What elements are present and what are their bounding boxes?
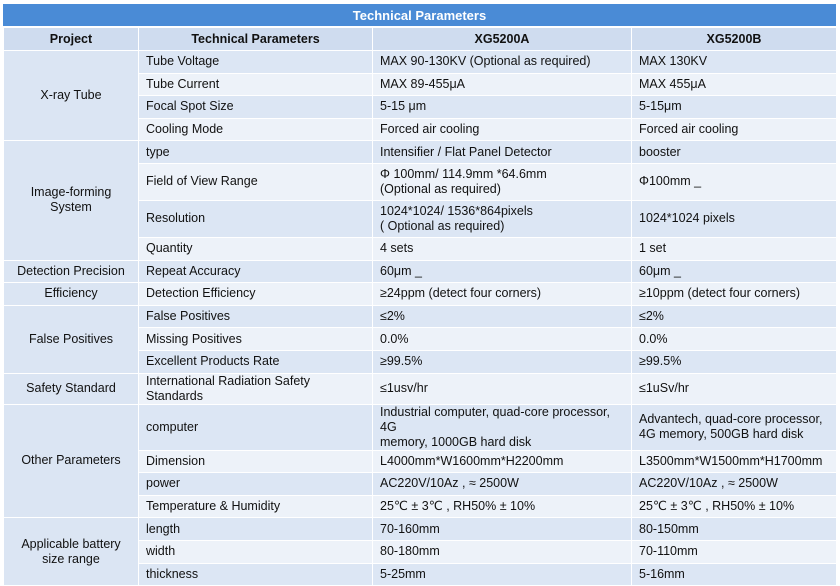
project-label-line: Other Parameters: [21, 453, 121, 468]
model-a-value-cell: [373, 518, 632, 541]
model-a-value-cell: [373, 373, 632, 404]
project-label-line: Detection Precision: [17, 263, 125, 278]
parameter-name-cell: Resolution: [139, 200, 373, 237]
project-cell: [4, 141, 139, 260]
value-line: 1 set: [639, 241, 667, 256]
value-line: ≥10ppm (detect four corners): [639, 286, 801, 301]
model-b-value-cell: [632, 141, 837, 164]
value-line: ( Optional as required): [380, 218, 505, 233]
value-line: 5-16mm: [639, 566, 685, 581]
value-line: MAX 130KV: [639, 54, 708, 69]
project-label-line: False Positives: [28, 331, 114, 346]
model-a-value-cell: [373, 450, 632, 473]
project-label-line: X-ray Tube: [40, 88, 102, 103]
model-b-value-cell: [632, 350, 837, 373]
project-cell: [4, 260, 139, 283]
parameter-name-cell: Quantity: [139, 237, 373, 260]
value-line: 60μm _: [639, 263, 681, 278]
value-line: 60μm _: [380, 263, 422, 278]
model-b-value-cell: [632, 200, 837, 237]
value-line: ≥24ppm (detect four corners): [380, 286, 542, 301]
value-line: AC220V/10Az , ≈ 2500W: [380, 476, 519, 491]
header-project: Project: [4, 28, 139, 51]
model-a-value-cell: [373, 200, 632, 237]
model-b-value-cell: [632, 563, 837, 586]
value-line: ≤2%: [380, 309, 405, 324]
value-line: Φ 100mm/ 114.9mm *64.6mm: [380, 166, 547, 181]
header-parameters: Technical Parameters: [139, 28, 373, 51]
value-line: 80-180mm: [380, 544, 440, 559]
model-b-value-cell: [632, 163, 837, 200]
header-model-b: XG5200B: [632, 28, 837, 51]
value-line: Φ100mm _: [639, 174, 702, 189]
value-line: 1024*1024/ 1536*864pixels: [380, 203, 533, 218]
project-label-line: Applicable battery: [21, 536, 121, 551]
model-b-value-cell: [632, 518, 837, 541]
value-line: 25℃ ± 3℃ , RH50% ± 10%: [639, 499, 795, 514]
project-cell: [4, 51, 139, 141]
value-line: ≤2%: [639, 309, 664, 324]
model-a-value-cell: [373, 96, 632, 119]
parameter-name-cell: Tube Current: [139, 73, 373, 96]
value-line: 4G memory, 500GB hard disk: [639, 427, 804, 442]
table-row: [4, 373, 837, 404]
parameter-name-cell: type: [139, 141, 373, 164]
table-row: [4, 260, 837, 283]
value-line: 80-150mm: [639, 521, 699, 536]
model-b-value-cell: [632, 260, 837, 283]
parameter-name-cell: Focal Spot Size: [139, 96, 373, 119]
project-cell: [4, 404, 139, 518]
value-line: ≥99.5%: [639, 354, 682, 369]
model-b-value-cell: [632, 305, 837, 328]
value-line: AC220V/10Az , ≈ 2500W: [639, 476, 778, 491]
model-a-value-cell: [373, 237, 632, 260]
model-b-value-cell: [632, 118, 837, 141]
parameter-name-cell: Cooling Mode: [139, 118, 373, 141]
value-line: Forced air cooling: [639, 122, 739, 137]
project-cell: [4, 518, 139, 586]
model-a-value-cell: [373, 563, 632, 586]
project-label-line: Safety Standard: [26, 381, 116, 396]
header-model-a: XG5200A: [373, 28, 632, 51]
value-line: 5-15μm: [639, 99, 682, 114]
project-cell: [4, 305, 139, 373]
parameter-name-cell: computer: [139, 404, 373, 450]
model-a-value-cell: [373, 163, 632, 200]
value-line: booster: [639, 144, 681, 159]
value-line: 5-25mm: [380, 566, 426, 581]
model-b-value-cell: [632, 404, 837, 450]
parameter-name-cell: power: [139, 473, 373, 496]
value-line: (Optional as required): [380, 181, 501, 196]
model-a-value-cell: [373, 540, 632, 563]
value-line: 70-160mm: [380, 521, 440, 536]
model-a-value-cell: [373, 328, 632, 351]
value-line: MAX 89-455μA: [380, 76, 466, 91]
model-b-value-cell: [632, 96, 837, 119]
model-b-value-cell: [632, 450, 837, 473]
table-row: [4, 305, 837, 328]
value-line: 5-15 μm: [380, 99, 427, 114]
model-a-value-cell: [373, 73, 632, 96]
model-b-value-cell: [632, 373, 837, 404]
value-line: ≥99.5%: [380, 354, 423, 369]
model-b-value-cell: [632, 51, 837, 74]
model-a-value-cell: [373, 305, 632, 328]
parameter-name-cell: Tube Voltage: [139, 51, 373, 74]
table-row: [4, 404, 837, 450]
model-a-value-cell: [373, 141, 632, 164]
model-a-value-cell: [373, 495, 632, 518]
value-line: ≤1uSv/hr: [639, 381, 689, 396]
model-a-value-cell: [373, 118, 632, 141]
value-line: 25℃ ± 3℃ , RH50% ± 10%: [380, 499, 536, 514]
model-a-value-cell: [373, 51, 632, 74]
model-b-value-cell: [632, 540, 837, 563]
project-label-line: Image-forming: [30, 185, 112, 200]
model-a-value-cell: [373, 260, 632, 283]
project-cell: [4, 283, 139, 306]
parameter-name-cell: Dimension: [139, 450, 373, 473]
value-line: 70-110mm: [639, 544, 698, 559]
table-row: [4, 141, 837, 164]
table-row: [4, 518, 837, 541]
value-line: memory, 1000GB hard disk: [380, 434, 532, 449]
value-line: MAX 90-130KV (Optional as required): [380, 54, 591, 69]
project-cell: [4, 373, 139, 404]
parameter-name-cell: length: [139, 518, 373, 541]
parameter-name-cell: Missing Positives: [139, 328, 373, 351]
parameter-name-cell: Excellent Products Rate: [139, 350, 373, 373]
parameter-name-cell: Repeat Accuracy: [139, 260, 373, 283]
model-b-value-cell: [632, 283, 837, 306]
value-line: Industrial computer, quad-core processor, 4G: [380, 404, 610, 434]
model-b-value-cell: [632, 73, 837, 96]
parameter-name-cell: Detection Efficiency: [139, 283, 373, 306]
model-a-value-cell: [373, 283, 632, 306]
table-title: Technical Parameters: [3, 4, 836, 27]
parameter-name-cell: Field of View Range: [139, 163, 373, 200]
value-line: 1024*1024 pixels: [639, 211, 735, 226]
parameters-table: [3, 27, 837, 586]
model-a-value-cell: [373, 404, 632, 450]
parameter-name-cell: International Radiation Safety Standards: [139, 373, 373, 404]
value-line: ≤1usv/hr: [380, 381, 428, 396]
model-b-value-cell: [632, 473, 837, 496]
table-body: [4, 51, 837, 586]
value-line: Forced air cooling: [380, 122, 480, 137]
value-line: Advantech, quad-core processor,: [639, 412, 823, 427]
project-label-line: Efficiency: [44, 286, 98, 301]
value-line: 0.0%: [639, 331, 668, 346]
parameters-sheet: [3, 4, 836, 586]
value-line: 0.0%: [380, 331, 409, 346]
header-row: [4, 28, 837, 51]
value-line: MAX 455μA: [639, 76, 706, 91]
value-line: Intensifier / Flat Panel Detector: [380, 144, 552, 159]
parameter-name-cell: width: [139, 540, 373, 563]
model-b-value-cell: [632, 328, 837, 351]
value-line: 4 sets: [380, 241, 414, 256]
value-line: L3500mm*W1500mm*H1700mm: [639, 453, 823, 468]
parameter-name-cell: thickness: [139, 563, 373, 586]
table-row: [4, 51, 837, 74]
model-a-value-cell: [373, 473, 632, 496]
model-b-value-cell: [632, 495, 837, 518]
project-label-line: size range: [42, 551, 100, 566]
parameter-name-cell: Temperature & Humidity: [139, 495, 373, 518]
model-b-value-cell: [632, 237, 837, 260]
parameter-name-cell: False Positives: [139, 305, 373, 328]
table-row: [4, 283, 837, 306]
project-label-line: System: [50, 200, 92, 215]
value-line: L4000mm*W1600mm*H2200mm: [380, 453, 564, 468]
model-a-value-cell: [373, 350, 632, 373]
